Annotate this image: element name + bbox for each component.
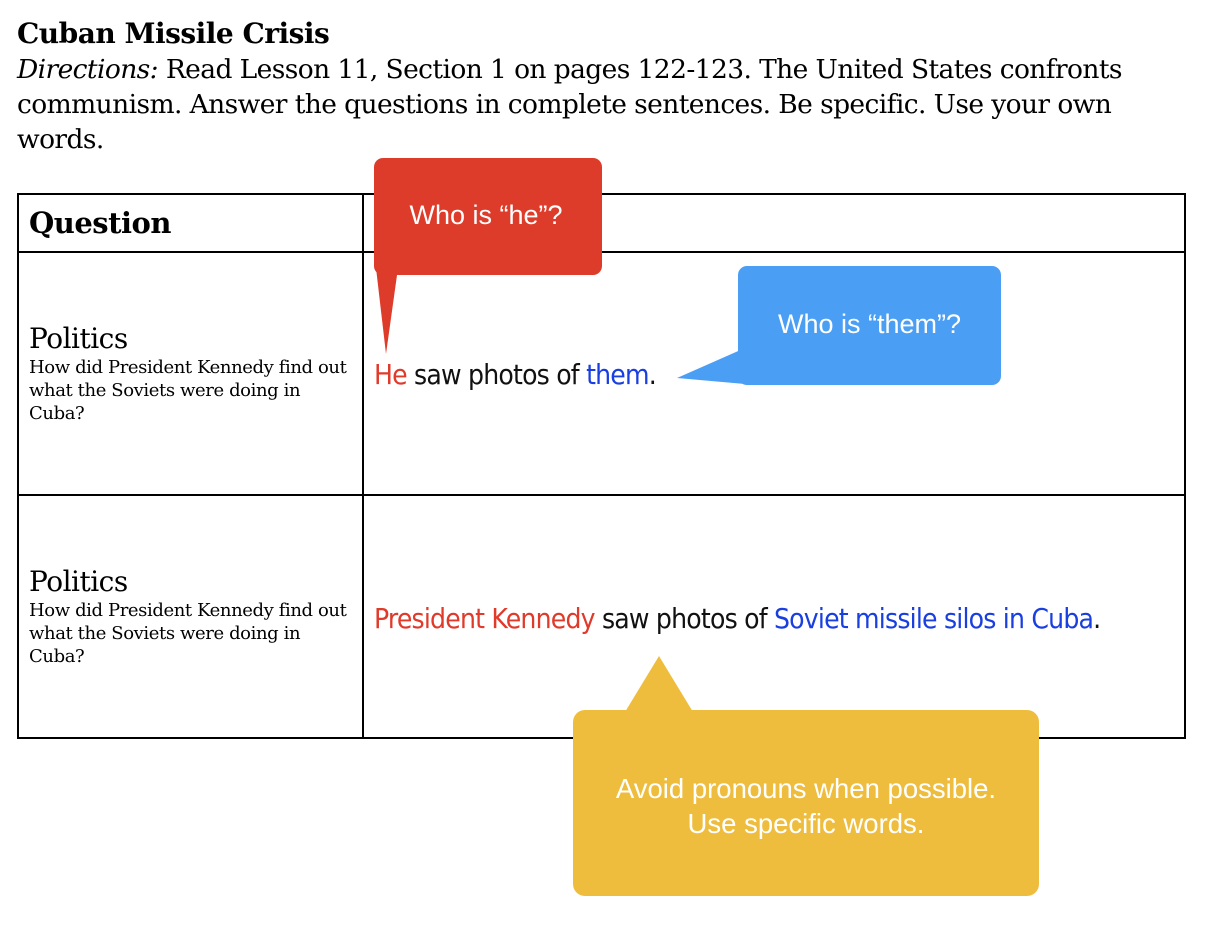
table-row (18, 495, 1185, 738)
question-text: How did President Kennedy find out what the Soviets were doing in Cuba? (29, 600, 347, 667)
callout-red (374, 158, 602, 275)
answer-middle: saw photos of (406, 358, 587, 391)
answer-cell (363, 495, 1185, 738)
directions-label: Directions: (17, 54, 158, 85)
question-cell (18, 252, 363, 495)
callout-blue-text: Who is “them”? (777, 309, 962, 339)
answer-middle: saw photos of (594, 602, 774, 635)
callout-yellow-line1: Avoid pronouns when possible. (615, 773, 997, 804)
answer-subject: He (374, 358, 407, 391)
page-title: Cuban Missile Crisis (17, 17, 330, 50)
callout-yellow (573, 710, 1039, 896)
question-cell (18, 495, 363, 738)
answer-text (374, 602, 1174, 635)
answer-object: them (586, 358, 649, 391)
answer-end: . (1093, 602, 1101, 635)
answer-end: . (648, 358, 656, 391)
directions (17, 52, 1187, 157)
callout-red-text: Who is “he”? (409, 200, 563, 230)
callout-blue (738, 266, 1001, 385)
question-category: Politics (29, 565, 128, 598)
table-row (18, 252, 1185, 495)
question-answer-table (17, 193, 1186, 739)
answer-subject: President Kennedy (374, 602, 595, 635)
header-question: Question (18, 194, 363, 252)
callout-yellow-line2: Use specific words. (687, 808, 925, 839)
answer-object: Soviet missile silos in Cuba (773, 602, 1094, 635)
question-text: How did President Kennedy find out what the Soviets were doing in Cuba? (29, 357, 347, 424)
question-category: Politics (29, 322, 128, 355)
directions-text: Read Lesson 11, Section 1 on pages 122-123. The United States confronts communism. Answer the questions in complete sentences. Be specific. Use your own words. (17, 54, 1122, 155)
